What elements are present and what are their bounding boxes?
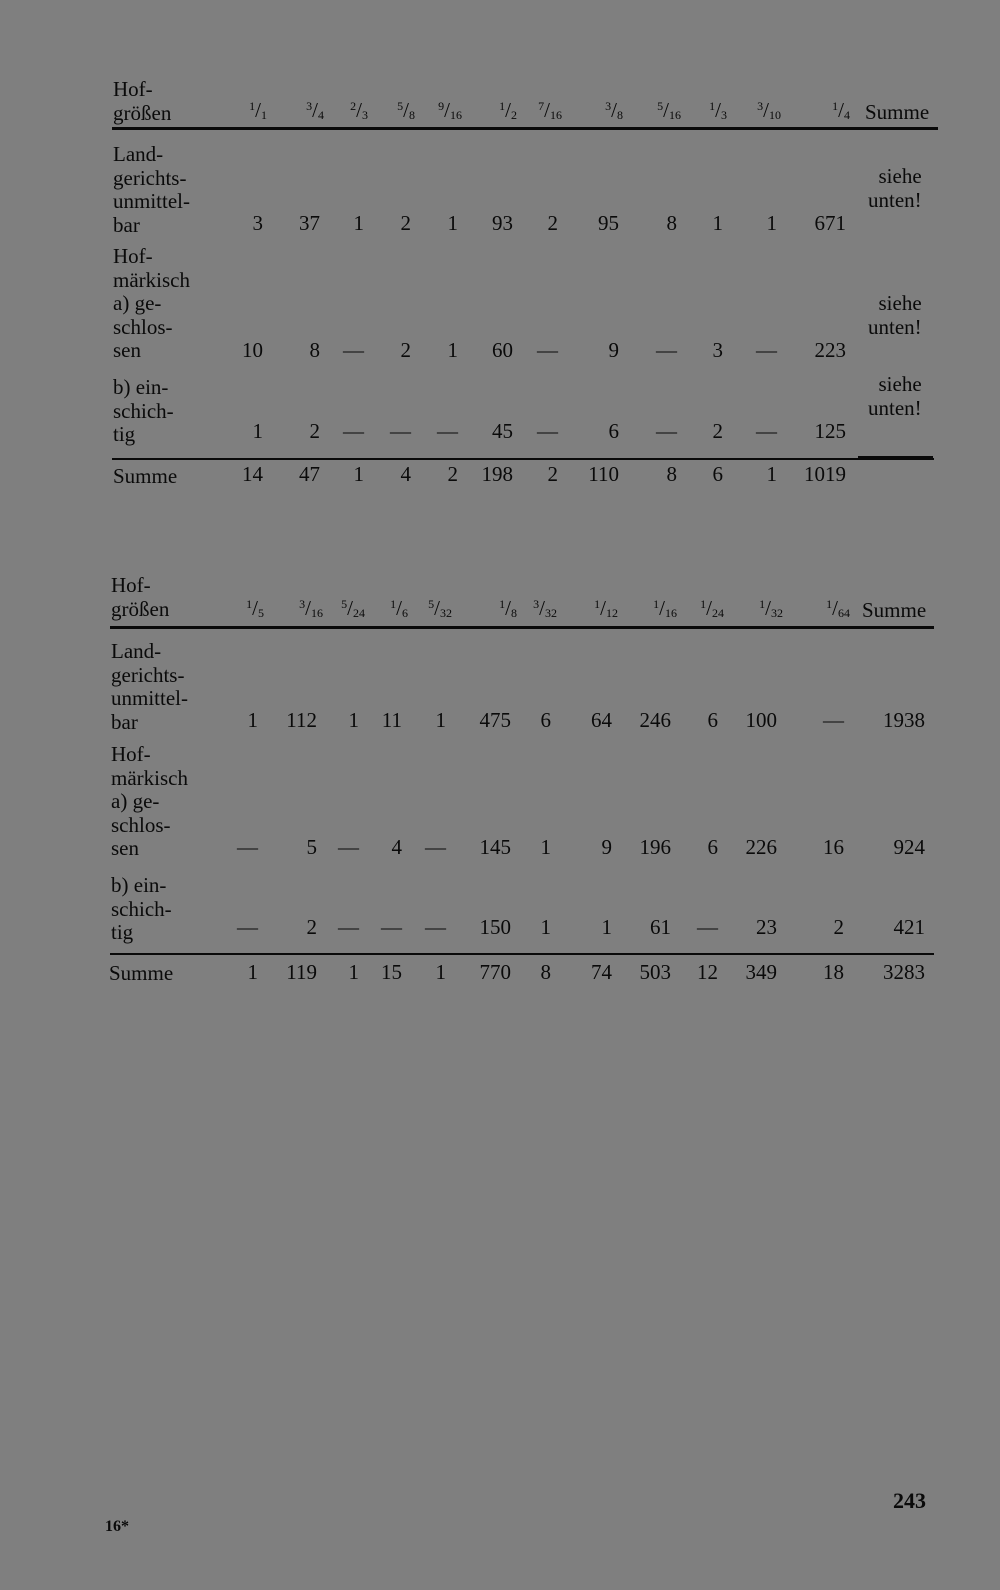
table2-cell: 6 <box>707 708 718 732</box>
fraction-numerator: 3 <box>299 597 306 611</box>
table1-total-cell: 47 <box>299 462 320 486</box>
table1-cell: 6 <box>608 419 619 443</box>
table1-column-header <box>249 98 267 123</box>
table1-total-cell: 2 <box>447 462 458 486</box>
fraction-denominator: 4 <box>844 108 850 122</box>
table2-cell: 226 <box>745 835 777 859</box>
table2-total-cell: 12 <box>697 960 718 984</box>
fraction-numerator: 3 <box>306 99 313 113</box>
fraction-slash: / <box>706 596 712 620</box>
table2-cell: 1 <box>435 708 446 732</box>
table2-total-cell: 1 <box>348 960 359 984</box>
fraction-slash: / <box>663 98 669 122</box>
table1-cell: 45 <box>492 419 513 443</box>
fraction-numerator: 1 <box>709 99 716 113</box>
table2-sum-header: Summe <box>862 598 927 622</box>
table1-cell: 93 <box>492 211 513 235</box>
fraction-numerator: 3 <box>533 597 540 611</box>
fraction-denominator: 2 <box>511 108 517 122</box>
table2-cell: 246 <box>639 708 671 732</box>
table2-cell: 145 <box>479 835 511 859</box>
fraction-numerator: 5 <box>341 597 348 611</box>
table2-column-header <box>390 596 408 621</box>
fraction-numerator: 3 <box>605 99 612 113</box>
table2-total-cell: 770 <box>479 960 511 984</box>
table2-cell: 196 <box>639 835 671 859</box>
table1-cell: 1 <box>353 211 364 235</box>
table2-cell: 5 <box>306 835 317 859</box>
table1-cell: 3 <box>252 211 263 235</box>
fraction-slash: / <box>539 596 545 620</box>
table2-total-cell: 74 <box>591 960 612 984</box>
table2-cell: — <box>338 915 359 939</box>
table2-cell: 2 <box>833 915 844 939</box>
table2-total-cell: 119 <box>286 960 317 984</box>
signature-mark: 16* <box>105 1518 129 1535</box>
table2-row-sum: 924 <box>893 835 925 859</box>
fraction-slash: / <box>763 98 769 122</box>
table2-cell: 16 <box>823 835 844 859</box>
fraction-numerator: 1 <box>499 597 506 611</box>
table2-cell: — <box>697 915 718 939</box>
table2-column-header <box>428 596 452 621</box>
table1-row-label: b) ein- schich- tig <box>113 375 174 446</box>
fraction-denominator: 24 <box>353 606 365 620</box>
table1-total-cell: 2 <box>547 462 558 486</box>
fraction-denominator: 32 <box>440 606 452 620</box>
table2-cell: — <box>425 835 446 859</box>
table1-total-cell: 1019 <box>804 462 846 486</box>
fraction-denominator: 12 <box>606 606 618 620</box>
table2-cell: 4 <box>391 835 402 859</box>
table2-total-cell: 349 <box>745 960 777 984</box>
fraction-slash: / <box>396 596 402 620</box>
table1-column-header <box>397 98 415 123</box>
table1-cell: 60 <box>492 338 513 362</box>
fraction-numerator: 7 <box>538 99 545 113</box>
table2-cell: 100 <box>745 708 777 732</box>
table2-column-header <box>299 596 323 621</box>
fraction-denominator: 4 <box>318 108 324 122</box>
table1-row-note: siehe unten! <box>868 291 922 339</box>
fraction-denominator: 32 <box>771 606 783 620</box>
fraction-numerator: 1 <box>249 99 256 113</box>
table2-total-label: Summe <box>109 961 174 985</box>
table2-cell: 11 <box>381 708 402 732</box>
fraction-denominator: 5 <box>258 606 264 620</box>
table2-cell: 2 <box>306 915 317 939</box>
table1-cell: — <box>537 419 558 443</box>
table2-total-cell: 18 <box>823 960 844 984</box>
table1-cell: 223 <box>814 338 846 362</box>
table1-cell: — <box>756 419 777 443</box>
fraction-slash: / <box>838 98 844 122</box>
fraction-numerator: 9 <box>438 99 445 113</box>
table1-row-note: siehe unten! <box>868 164 922 212</box>
fraction-numerator: 5 <box>657 99 664 113</box>
table2-header-rule <box>110 626 934 629</box>
fraction-numerator: 5 <box>428 597 435 611</box>
table1-cell: 1 <box>766 211 777 235</box>
table2-total-cell: 1 <box>435 960 446 984</box>
table2-column-header <box>759 596 783 621</box>
table1-cell: — <box>756 338 777 362</box>
table1-cell: 2 <box>400 211 411 235</box>
table2-cell: — <box>381 915 402 939</box>
table1-cell: 37 <box>299 211 320 235</box>
table2-total-sum: 3283 <box>883 960 925 984</box>
fraction-slash: / <box>544 98 550 122</box>
fraction-slash: / <box>765 596 771 620</box>
table1-column-header <box>350 98 368 123</box>
table2-cell: — <box>338 835 359 859</box>
table2-cell: — <box>237 835 258 859</box>
table1-cell: — <box>343 419 364 443</box>
table1-column-header <box>709 98 727 123</box>
table1-column-header <box>832 98 850 123</box>
fraction-numerator: 1 <box>653 597 660 611</box>
table2-row-sum: 1938 <box>883 708 925 732</box>
table2-column-header <box>533 596 557 621</box>
table1-total-cell: 198 <box>481 462 513 486</box>
table1-cell: 3 <box>712 338 723 362</box>
fraction-slash: / <box>715 98 721 122</box>
fraction-numerator: 1 <box>246 597 253 611</box>
table2-cell: 150 <box>479 915 511 939</box>
fraction-denominator: 1 <box>261 108 267 122</box>
table1-column-header <box>757 98 781 123</box>
table2-header-label: Hof- größen <box>111 573 170 621</box>
table1-column-header <box>306 98 324 123</box>
table1-total-cell: 1 <box>766 462 777 486</box>
table2-cell: 6 <box>707 835 718 859</box>
table1-total-cell: 6 <box>712 462 723 486</box>
table2-total-rule <box>110 953 934 955</box>
fraction-denominator: 8 <box>409 108 415 122</box>
table1-column-header <box>438 98 462 123</box>
table2-cell: 1 <box>247 708 258 732</box>
table2-cell: — <box>823 708 844 732</box>
table1-cell: 9 <box>608 338 619 362</box>
table1-column-header <box>657 98 681 123</box>
table2-cell: 1 <box>540 835 551 859</box>
table1-sum-header: Summe <box>865 100 930 124</box>
table1-cell: 2 <box>400 338 411 362</box>
table2-row-label: Hof- märkisch a) ge- schlos- sen <box>111 742 188 860</box>
fraction-numerator: 1 <box>499 99 506 113</box>
fraction-numerator: 1 <box>700 597 707 611</box>
fraction-denominator: 6 <box>402 606 408 620</box>
fraction-denominator: 10 <box>769 108 781 122</box>
fraction-numerator: 1 <box>832 99 839 113</box>
table1-cell: 2 <box>712 419 723 443</box>
table2-cell: — <box>425 915 446 939</box>
fraction-slash: / <box>356 98 362 122</box>
table1-total-label: Summe <box>113 464 178 488</box>
table2-column-header <box>700 596 724 621</box>
table2-column-header <box>594 596 618 621</box>
table2-total-cell: 1 <box>247 960 258 984</box>
table2-total-cell: 503 <box>639 960 671 984</box>
table1-cell: 95 <box>598 211 619 235</box>
table1-total-cell: 4 <box>400 462 411 486</box>
table2-total-cell: 15 <box>381 960 402 984</box>
fraction-slash: / <box>305 596 311 620</box>
fraction-slash: / <box>252 596 258 620</box>
fraction-slash: / <box>832 596 838 620</box>
table2-cell: 61 <box>650 915 671 939</box>
table1-cell: 671 <box>814 211 846 235</box>
table1-cell: — <box>656 338 677 362</box>
fraction-slash: / <box>347 596 353 620</box>
table2-cell: 112 <box>286 708 317 732</box>
table1-cell: — <box>343 338 364 362</box>
table1-cell: 1 <box>252 419 263 443</box>
fraction-numerator: 1 <box>759 597 766 611</box>
fraction-slash: / <box>659 596 665 620</box>
table1-column-header <box>538 98 562 123</box>
table1-cell: 125 <box>814 419 846 443</box>
table1-cell: — <box>537 338 558 362</box>
table2-column-header <box>341 596 365 621</box>
table1-total-cell: 14 <box>242 462 263 486</box>
table1-column-header <box>499 98 517 123</box>
page-number: 243 <box>893 1488 926 1513</box>
table1-cell: — <box>437 419 458 443</box>
fraction-denominator: 8 <box>511 606 517 620</box>
table2-total-cell: 8 <box>540 960 551 984</box>
table1-cell: 1 <box>447 338 458 362</box>
fraction-numerator: 5 <box>397 99 404 113</box>
fraction-slash: / <box>600 596 606 620</box>
fraction-denominator: 8 <box>617 108 623 122</box>
fraction-denominator: 16 <box>450 108 462 122</box>
fraction-slash: / <box>255 98 261 122</box>
fraction-denominator: 16 <box>665 606 677 620</box>
fraction-denominator: 24 <box>712 606 724 620</box>
table2-column-header <box>826 596 850 621</box>
fraction-numerator: 1 <box>826 597 833 611</box>
table2-column-header <box>499 596 517 621</box>
table1-column-header <box>605 98 623 123</box>
table1-total-cell: 1 <box>353 462 364 486</box>
table1-row-note: siehe unten! <box>868 372 922 420</box>
table2-column-header <box>246 596 264 621</box>
table1-row-label: Hof- märkisch a) ge- schlos- sen <box>113 244 190 362</box>
fraction-denominator: 16 <box>311 606 323 620</box>
table1-cell: 8 <box>309 338 320 362</box>
fraction-slash: / <box>403 98 409 122</box>
table2-cell: 23 <box>756 915 777 939</box>
table2-cell: 6 <box>540 708 551 732</box>
table1-cell: 1 <box>712 211 723 235</box>
table2-cell: 1 <box>540 915 551 939</box>
table1-cell: 10 <box>242 338 263 362</box>
table1-cell: 1 <box>447 211 458 235</box>
table2-row-label: Land- gerichts- unmittel- bar <box>111 639 188 734</box>
fraction-denominator: 3 <box>721 108 727 122</box>
fraction-numerator: 2 <box>350 99 357 113</box>
fraction-denominator: 16 <box>550 108 562 122</box>
fraction-numerator: 1 <box>390 597 397 611</box>
table1-cell: — <box>656 419 677 443</box>
table2-row-label: b) ein- schich- tig <box>111 873 172 944</box>
table2-column-header <box>653 596 677 621</box>
fraction-denominator: 16 <box>669 108 681 122</box>
table2-cell: 475 <box>479 708 511 732</box>
table1-total-rule-main <box>112 458 934 460</box>
fraction-denominator: 64 <box>838 606 850 620</box>
fraction-slash: / <box>312 98 318 122</box>
fraction-slash: / <box>505 596 511 620</box>
fraction-numerator: 3 <box>757 99 764 113</box>
table2-row-sum: 421 <box>893 915 925 939</box>
table1-cell: 2 <box>309 419 320 443</box>
fraction-numerator: 1 <box>594 597 601 611</box>
table1-total-cell: 110 <box>588 462 619 486</box>
table2-cell: 1 <box>348 708 359 732</box>
table1-cell: 2 <box>547 211 558 235</box>
table2-cell: 9 <box>601 835 612 859</box>
table2-cell: 1 <box>601 915 612 939</box>
table1-cell: — <box>390 419 411 443</box>
table2-cell: — <box>237 915 258 939</box>
table1-total-cell: 8 <box>666 462 677 486</box>
table1-header-rule <box>112 127 938 130</box>
fraction-slash: / <box>611 98 617 122</box>
table2-cell: 64 <box>591 708 612 732</box>
fraction-slash: / <box>505 98 511 122</box>
table1-row-label: Land- gerichts- unmittel- bar <box>113 142 190 237</box>
fraction-slash: / <box>434 596 440 620</box>
table1-cell: 8 <box>666 211 677 235</box>
fraction-denominator: 3 <box>362 108 368 122</box>
table1-header-label: Hof- größen <box>113 77 172 125</box>
fraction-denominator: 32 <box>545 606 557 620</box>
fraction-slash: / <box>444 98 450 122</box>
